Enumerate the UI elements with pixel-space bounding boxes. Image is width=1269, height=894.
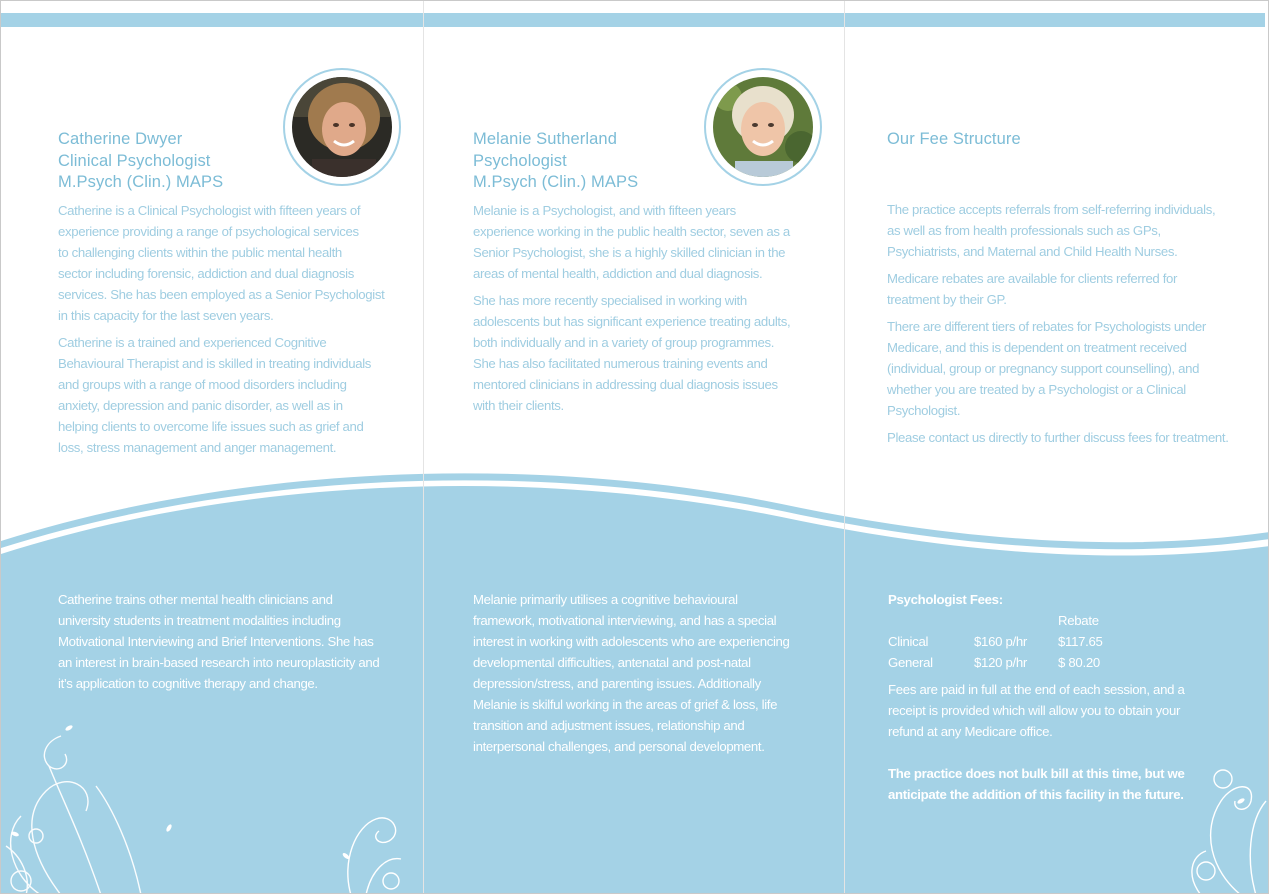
melanie-heading <box>473 129 638 194</box>
fees-header-row <box>888 610 1228 631</box>
melanie-bio <box>473 200 790 422</box>
qualification-line: M.Psych (Clin.) MAPS <box>58 173 224 191</box>
paragraph: Melanie is a Psychologist, and with fifteen years experience working in the public health sector, seven as a Senior Psychologist, she is a highly skilled clinician in the areas of mental health, addiction and dual diagnosis. <box>473 203 790 281</box>
paragraph: Medicare rebates are available for clients referred for treatment by their GP. <box>887 271 1178 307</box>
fee-structure-heading <box>887 129 1021 151</box>
portrait-photo-icon <box>713 77 813 177</box>
fees-title: Psychologist Fees: <box>888 592 1003 607</box>
qualification-line: M.Psych (Clin.) MAPS <box>473 173 639 191</box>
paragraph: The practice accepts referrals from self-referring individuals, as well as from health professionals such as GPs, Psychiatrists, and Maternal and Child Health Nurses. <box>887 202 1216 259</box>
title-line: Clinical Psychologist <box>58 151 211 170</box>
fold-line-right <box>844 1 845 894</box>
rebate-header: Rebate <box>1058 613 1099 628</box>
swirl-ornament-icon <box>331 801 421 894</box>
catherine-bio <box>58 200 384 464</box>
portrait-photo-icon <box>292 77 392 177</box>
fold-line-left <box>423 1 424 894</box>
swirl-ornament-icon <box>1 706 201 894</box>
paragraph: Catherine is a Clinical Psychologist with fifteen years of experience providing a range of psychological services to challenging clients within the public mental health sector including forensic, addiction and dual diagnosis services. She has been employed as a Senior Psychologist in this capacity for the last seven years. <box>58 203 385 323</box>
fee-structure-text <box>887 199 1229 454</box>
melanie-portrait <box>704 68 822 186</box>
catherine-portrait <box>283 68 401 186</box>
bulk-bill-note: The practice does not bulk bill at this time, but we anticipate the addition of this facility in the future. <box>888 766 1185 802</box>
melanie-approach-text: Melanie primarily utilises a cognitive behavioural framework, motivational interviewing, and has a special interest in working with adolescents who are experiencing developmental difficulties, antenatal and post-natal depression/stress, and parenting issues. Additionally Melanie is skilful working in the areas of grief & loss, life transition and adjustment issues, relationship and interpersonal challenges, and personal development. <box>473 592 790 754</box>
title-line: Psychologist <box>473 151 567 170</box>
name-line: Catherine Dwyer <box>58 130 183 148</box>
fee-row-clinical: Clinical $160 p/hr $117.65 <box>888 634 1103 649</box>
catherine-heading <box>58 129 223 194</box>
catherine-training-text: Catherine trains other mental health clinicians and university students in treatment modalities including Motivational Interviewing and Brief Interventions. She has an interest in brain-based research into neuroplasticity and it’s application to cognitive therapy and change. <box>58 592 380 691</box>
paragraph: Catherine is a trained and experienced Cognitive Behavioural Therapist and is skilled in treating individuals and groups with a range of mood disorders including anxiety, depression and panic disorder, as well as in helping clients to overcome life issues such as grief and loss, stress management and anger management. <box>58 335 372 455</box>
fee-row-general: General $120 p/hr $ 80.20 <box>888 655 1100 670</box>
paragraph: She has more recently specialised in working with adolescents but has significant experience treating adults, both individually and in a variety of group programmes. She has also facilitated numerous training events and mentored clinicians in addressing dual diagnosis issues with their clients. <box>473 293 791 413</box>
section-title: Our Fee Structure <box>887 130 1021 148</box>
psychologist-fees <box>888 589 1228 805</box>
name-line: Melanie Sutherland <box>473 130 617 148</box>
fees-note: Fees are paid in full at the end of each session, and a receipt is provided which will allow you to obtain your refund at any Medicare office. <box>888 682 1185 739</box>
paragraph: There are different tiers of rebates for Psychologists under Medicare, and this is dependent on treatment received (individual, group or pregnancy support counselling), and whether you are treated by a Psychologist or a Clinical Psychologist. <box>887 319 1206 418</box>
paragraph: Please contact us directly to further discuss fees for treatment. <box>887 430 1229 445</box>
swirl-ornament-icon <box>1181 761 1269 894</box>
